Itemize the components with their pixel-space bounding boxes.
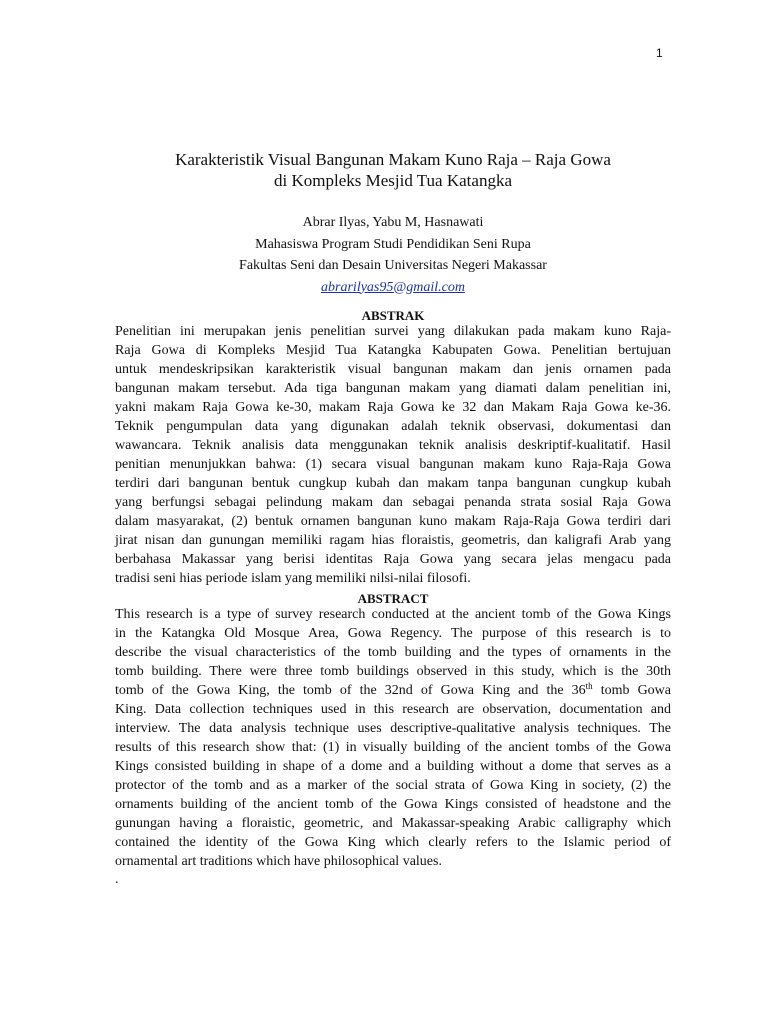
trailing-period: . [115, 872, 119, 887]
abstrak-body [115, 322, 671, 588]
abstract-line: describe the visual characteristics of the tomb building and the types of ornaments in the [115, 645, 671, 660]
abstrak-line: Raja Gowa di Kompleks Mesjid Tua Katangka Kabupaten Gowa. Penelitian bertujuan [115, 343, 671, 358]
abstract-line-part: tomb Gowa [592, 683, 671, 698]
abstrak-line: dalam masyarakat, (2) bentuk ornamen bangunan kuno makam Raja-Raja Gowa terdiri dari [115, 514, 671, 529]
abstract-line: results of this research show that: (1) in visually building of the ancient tombs of the Gowa [115, 740, 671, 755]
abstract-line: ornaments building of the ancient tomb of the Gowa Kings consisted of headstone and the [115, 797, 671, 812]
abstract-line: interview. The data analysis technique uses descriptive-qualitative analysis techniques. The [115, 721, 671, 736]
abstract-line: gunungan having a floraistic, geometric, and Makassar-speaking Arabic calligraphy which [115, 816, 671, 831]
abstrak-line: untuk mendeskripsikan karakteristik visual bangunan makam dan jenis ornamen pada [115, 362, 671, 377]
abstrak-line: berbahasa Makassar yang berisi identitas Raja Gowa yang secara jelas mengacu pada [115, 552, 671, 567]
abstrak-line: Penelitian ini merupakan jenis penelitian survei yang dilakukan pada makam kuno Raja- [115, 324, 671, 339]
abstract-line: tomb building. There were three tomb buildings observed in this study, which is the 30th [115, 664, 671, 679]
abstrak-line: yakni makam Raja Gowa ke-30, makam Raja Gowa ke 32 dan Makam Raja Gowa ke-36. [115, 400, 671, 415]
abstract-line: ornamental art traditions which have philosophical values. [115, 854, 442, 869]
abstract-line: This research is a type of survey research conducted at the ancient tomb of the Gowa Kings [115, 607, 671, 622]
author-names: Abrar Ilyas, Yabu M, Hasnawati [302, 215, 484, 230]
author-block [115, 212, 671, 298]
author-faculty: Fakultas Seni dan Desain Universitas Negeri Makassar [239, 258, 547, 273]
abstrak-line: tradisi seni hias periode islam yang memiliki nilsi-nilai filosofi. [115, 571, 471, 586]
author-program: Mahasiswa Program Studi Pendidikan Seni Rupa [255, 236, 531, 252]
page-number: 1 [656, 46, 663, 60]
abstract-line: in the Katangka Old Mosque Area, Gowa Regency. The purpose of this research is to [115, 626, 671, 641]
superscript-th: th [585, 681, 593, 691]
abstrak-line: terdiri dari bangunan bentuk cungkup kubah dan makam tanpa bangunan cungkup kubah [115, 476, 671, 491]
abstrak-line: wawancara. Teknik analisis data menggunakan teknik analisis deskriptif-kualitatif. Hasil [115, 438, 671, 453]
abstract-line-part: tomb of the Gowa King, the tomb of the 32nd of Gowa King and the 36 [115, 683, 586, 698]
abstract-line: Kings consisted building in shape of a dome and a building without a dome that serves as a [115, 759, 671, 774]
paper-title-line-1: Karakteristik Visual Bangunan Makam Kuno Raja – Raja Gowa [175, 150, 611, 169]
abstrak-line: bangunan makam tersebut. Ada tiga bangunan makam yang diamati dalam penelitian ini, [115, 381, 671, 396]
abstrak-line: yang berfungsi sebagai pelindung makam dan sebagai penanda strata sosial Raja Gowa [115, 495, 671, 510]
author-email-link[interactable]: abrarilyas95@gmail.com [321, 279, 465, 295]
abstrak-line: penitian menunjukkan bahwa: (1) secara visual bangunan makam kuno Raja-Raja Gowa [115, 457, 671, 472]
paper-title [115, 149, 671, 191]
abstract-line: protector of the tomb and as a marker of the social strata of Gowa King in society, (2) the [115, 778, 671, 793]
abstract-line: contained the identity of the Gowa King which clearly refers to the Islamic period of [115, 835, 671, 850]
abstract-line-with-superscript [115, 681, 671, 700]
abstrak-line: Teknik pengumpulan data yang digunakan adalah teknik observasi, dokumentasi dan [115, 419, 671, 434]
abstract-heading: ABSTRACT [357, 591, 429, 606]
paper-title-line-2: di Kompleks Mesjid Tua Katangka [274, 171, 512, 190]
abstract-line: King. Data collection techniques used in this research are observation, documentation and [115, 702, 671, 717]
abstrak-heading: ABSTRAK [361, 308, 425, 323]
abstrak-line: jirat nisan dan gunungan memiliki ragam hias floraistis, geometris, dan kaligrafi Arab yang [115, 533, 671, 548]
abstract-body [115, 605, 671, 871]
